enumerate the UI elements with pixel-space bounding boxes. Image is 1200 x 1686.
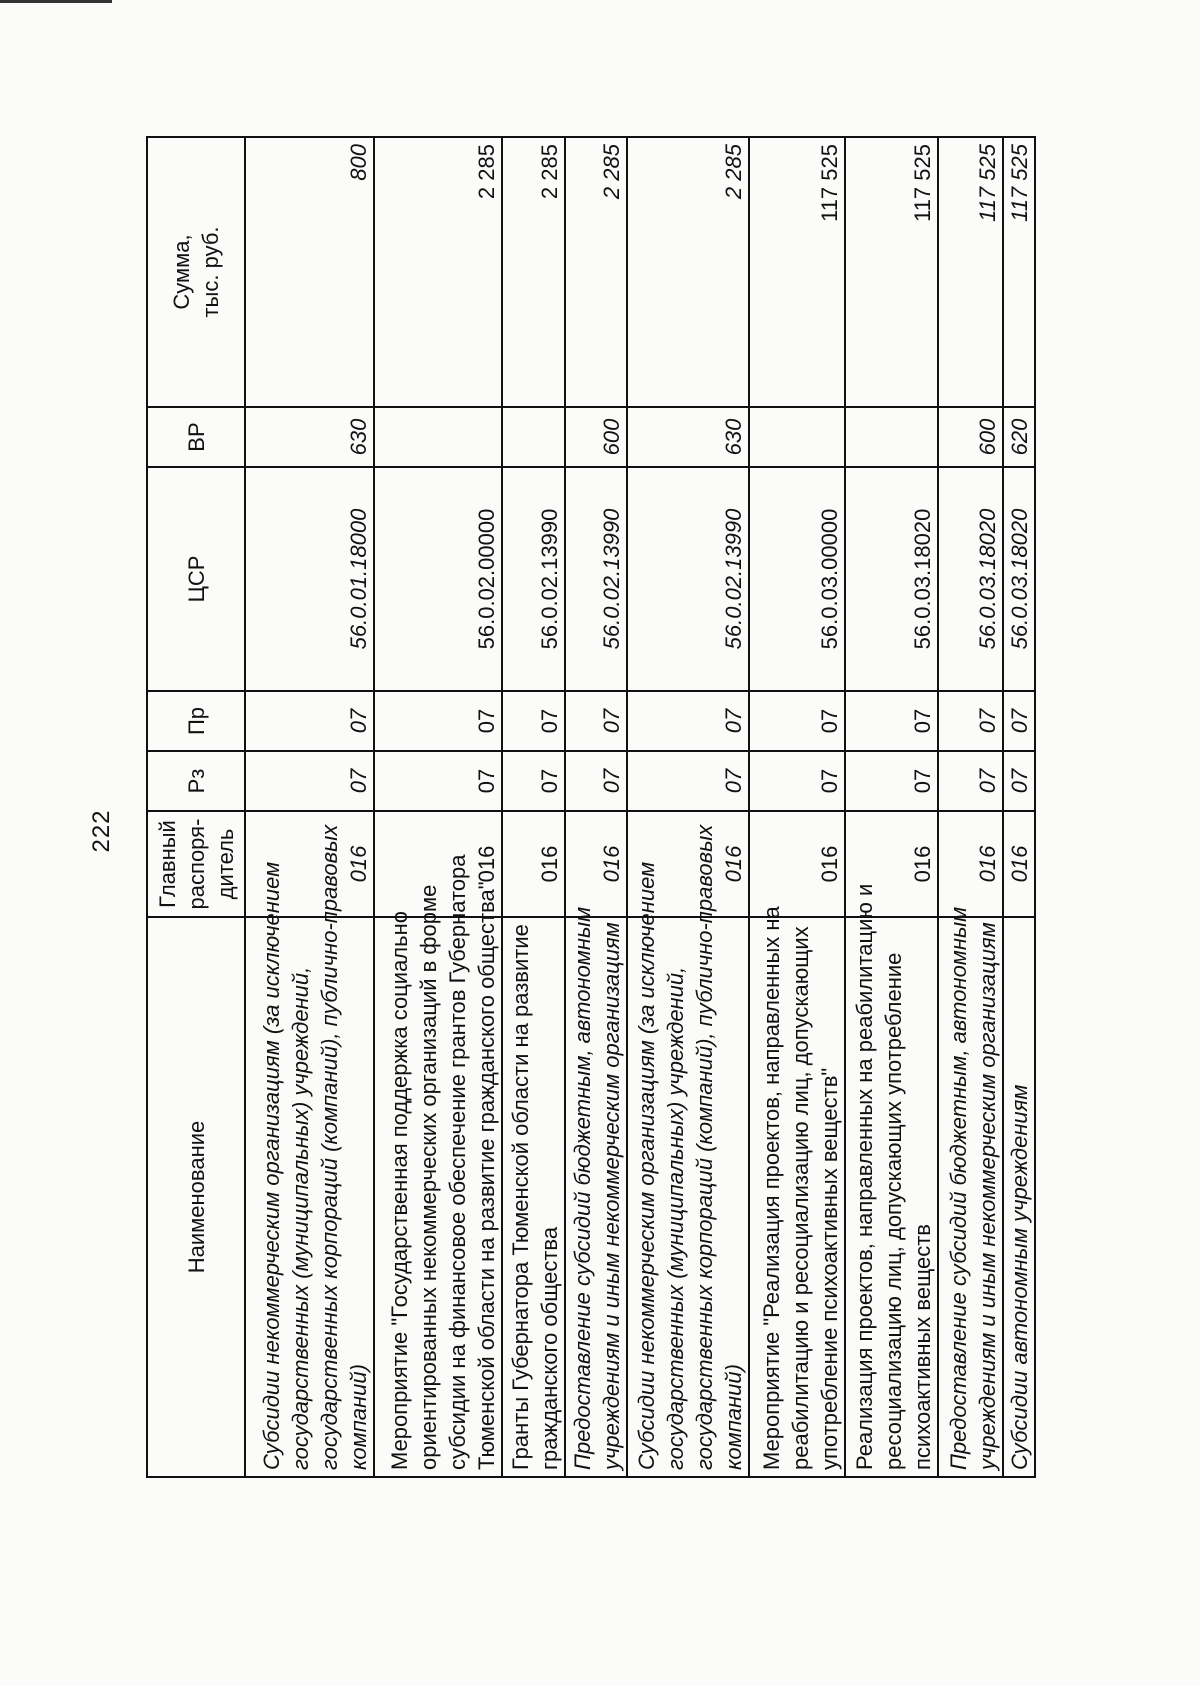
cell-name-line: психоактивных веществ bbox=[910, 1224, 936, 1470]
cell-amount: 117 525 bbox=[938, 137, 1002, 407]
cell-csr: 56.0.03.00000 bbox=[749, 467, 845, 691]
cell-vr bbox=[502, 407, 564, 467]
cell-vr bbox=[845, 407, 938, 467]
cell-name-line: реабилитацию и ресоциализацию лиц, допускающих bbox=[787, 926, 813, 1470]
cell-pr: 07 bbox=[938, 691, 1002, 751]
table-row bbox=[627, 137, 749, 1477]
cell-name-line: Субсидии некоммерческим организациям (за исключением bbox=[258, 861, 284, 1470]
cell-name bbox=[749, 906, 845, 1477]
cell-amount: 2 285 bbox=[502, 137, 564, 407]
cell-name bbox=[845, 883, 938, 1477]
table-row bbox=[845, 137, 938, 1477]
cell-pr: 07 bbox=[502, 691, 564, 751]
cell-name-line: Гранты Губернатора Тюменской области на развитие bbox=[507, 924, 533, 1470]
cell-csr: 56.0.01.18000 bbox=[245, 467, 374, 691]
cell-csr: 56.0.02.13990 bbox=[627, 467, 749, 691]
header-csr: ЦСР bbox=[147, 467, 245, 691]
cell-name-line: гражданского общества bbox=[536, 1226, 562, 1470]
header-distributor: Главный распоря- дитель bbox=[147, 811, 245, 917]
cell-rz: 07 bbox=[1003, 751, 1035, 811]
cell-pr: 07 bbox=[245, 691, 374, 751]
header-pr: Пр bbox=[147, 691, 245, 751]
cell-vr: 600 bbox=[938, 407, 1002, 467]
cell-rz: 07 bbox=[938, 751, 1002, 811]
cell-csr: 56.0.02.00000 bbox=[374, 467, 503, 691]
cell-pr: 07 bbox=[1003, 691, 1035, 751]
cell-name-line: ориентированных некоммерческих организаций в форме bbox=[416, 884, 442, 1470]
cell-pr: 07 bbox=[565, 691, 627, 751]
cell-distributor: 016 bbox=[627, 811, 749, 917]
cell-rz: 07 bbox=[845, 751, 938, 811]
cell-csr: 56.0.03.18020 bbox=[845, 467, 938, 691]
cell-name-line: ресоциализацию лиц, допускающих употребление bbox=[881, 952, 907, 1470]
cell-distributor: 016 bbox=[1003, 811, 1035, 917]
cell-distributor: 016 bbox=[938, 811, 1002, 917]
cell-rz: 07 bbox=[245, 751, 374, 811]
cell-pr: 07 bbox=[374, 691, 503, 751]
cell-name-line: Предоставление субсидий бюджетным, автономным bbox=[570, 906, 595, 1470]
cell-name bbox=[502, 917, 564, 1477]
table-row bbox=[938, 137, 1002, 1477]
cell-name-line: Субсидии автономным учреждениям bbox=[1007, 1084, 1032, 1470]
cell-csr: 56.0.03.18020 bbox=[938, 467, 1002, 691]
cell-csr: 56.0.03.18020 bbox=[1003, 467, 1035, 691]
cell-rz: 07 bbox=[502, 751, 564, 811]
header-name: Наименование bbox=[147, 917, 245, 1477]
cell-vr bbox=[374, 407, 503, 467]
table-row bbox=[245, 137, 374, 1477]
cell-rz: 07 bbox=[565, 751, 627, 811]
cell-pr: 07 bbox=[749, 691, 845, 751]
cell-name-line: государственных (муниципальных) учреждений, bbox=[287, 966, 313, 1470]
cell-distributor: 016 bbox=[845, 811, 938, 917]
cell-distributor: 016 bbox=[565, 811, 627, 917]
budget-table bbox=[146, 136, 1036, 1478]
cell-rz: 07 bbox=[749, 751, 845, 811]
cell-vr: 630 bbox=[627, 407, 749, 467]
cell-rz: 07 bbox=[627, 751, 749, 811]
table-row bbox=[565, 137, 627, 1477]
cell-name-line: употребление психоактивных веществ" bbox=[816, 1067, 842, 1470]
cell-csr: 56.0.02.13990 bbox=[502, 467, 564, 691]
cell-name-line: Субсидии некоммерческим организациям (за исключением bbox=[634, 861, 660, 1470]
cell-rz: 07 bbox=[374, 751, 503, 811]
cell-name bbox=[938, 906, 1002, 1477]
page-number: 222 bbox=[88, 809, 115, 853]
table-row bbox=[374, 137, 503, 1477]
cell-name bbox=[565, 906, 627, 1477]
cell-amount: 117 525 bbox=[1003, 137, 1035, 407]
cell-name-line: компаний) bbox=[345, 1364, 371, 1470]
cell-pr: 07 bbox=[845, 691, 938, 751]
cell-name-line: Мероприятие "Государственная поддержка социально bbox=[387, 911, 413, 1470]
header-vr: ВР bbox=[147, 407, 245, 467]
cell-name-line: Мероприятие "Реализация проектов, направленных на bbox=[758, 906, 784, 1470]
header-amount: Сумма, тыс. руб. bbox=[147, 137, 245, 407]
cell-amount: 2 285 bbox=[627, 137, 749, 407]
cell-distributor: 016 bbox=[245, 811, 374, 917]
cell-vr: 630 bbox=[245, 407, 374, 467]
header-rz: Рз bbox=[147, 751, 245, 811]
cell-name-line: учреждениям и иным некоммерческим организациям bbox=[599, 922, 624, 1470]
cell-name-line: субсидии на финансовое обеспечение грантов Губернатора bbox=[445, 854, 471, 1470]
cell-name-line: государственных (муниципальных) учреждений, bbox=[663, 966, 689, 1470]
table-header-row bbox=[147, 137, 245, 1477]
cell-amount: 2 285 bbox=[374, 137, 503, 407]
table-row bbox=[749, 137, 845, 1477]
cell-amount: 117 525 bbox=[845, 137, 938, 407]
cell-amount: 800 bbox=[245, 137, 374, 407]
cell-vr: 600 bbox=[565, 407, 627, 467]
cell-name-line: государственных корпораций (компаний), публично-правовых bbox=[316, 824, 342, 1470]
cell-name-line: Тюменской области на развитие гражданского общества" bbox=[474, 881, 500, 1470]
scan-edge-mark bbox=[0, 0, 112, 3]
cell-name-line: Предоставление субсидий бюджетным, автономным bbox=[945, 906, 971, 1470]
cell-vr bbox=[749, 407, 845, 467]
cell-csr: 56.0.02.13990 bbox=[565, 467, 627, 691]
table-body bbox=[245, 137, 1035, 1477]
cell-distributor: 016 bbox=[749, 811, 845, 917]
table-row bbox=[502, 137, 564, 1477]
cell-name-line: компаний) bbox=[721, 1364, 747, 1470]
cell-name-line: Реализация проектов, направленных на реабилитацию и bbox=[852, 883, 878, 1470]
cell-name-line: учреждениям и иным некоммерческим организациям bbox=[974, 922, 1000, 1470]
cell-distributor: 016 bbox=[502, 811, 564, 917]
cell-amount: 117 525 bbox=[749, 137, 845, 407]
cell-vr: 620 bbox=[1003, 407, 1035, 467]
cell-amount: 2 285 bbox=[565, 137, 627, 407]
cell-name bbox=[1003, 917, 1035, 1477]
cell-pr: 07 bbox=[627, 691, 749, 751]
table-row bbox=[1003, 137, 1035, 1477]
cell-name-line: государственных корпораций (компаний), публично-правовых bbox=[692, 824, 718, 1470]
cell-distributor: 016 bbox=[374, 811, 503, 917]
